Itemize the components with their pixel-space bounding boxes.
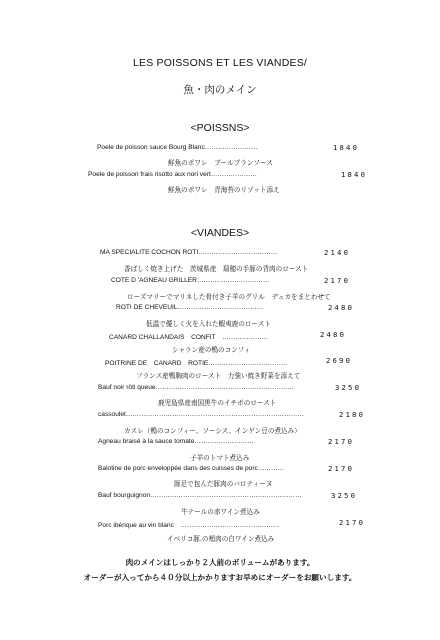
viande-item-jp: イベリコ豚.の頬肉の白ワイン煮込み <box>167 535 275 543</box>
viande-item-jp: 牛テールの赤ワイン煮込み <box>181 508 260 516</box>
viande-item-name: cassoulet……………………………………………………………………… <box>98 411 304 418</box>
viande-item-price: 2140 <box>324 248 351 257</box>
viande-item-price: 2170 <box>339 518 366 527</box>
poisson-item-name: Poele de poisson frais risotto aux nori vert………………… <box>88 171 257 178</box>
viande-item-name: CANARD CHALLANDAIS CONFIT ………………… <box>109 334 269 341</box>
viande-item-jp: シャラン産の鴨のコンフィ <box>172 346 251 354</box>
poisson-item-price: 1840 <box>341 170 368 179</box>
viande-item-jp: ローズマリーでマリネした骨付き子羊のグリル デュカをまとわせて <box>127 293 331 301</box>
viande-item-name: Bauf bourguignon…………………………………………………………… <box>98 492 302 499</box>
viande-item-jp: 低温で優しく火を入れた蝦夷鹿のロースト <box>146 320 271 328</box>
viande-item-name: POITRINE DE CANARD ROTIE……………………………… <box>105 360 288 367</box>
viande-item-price: 2170 <box>328 437 355 446</box>
viande-item-name: MA SPECIALITE COCHON ROTI……………………………… <box>100 249 278 256</box>
viande-item-name: Porc ibérique au vin blanc ……………………………………… <box>98 522 280 529</box>
viande-item-jp: 子羊のトマト煮込み <box>190 454 250 462</box>
viande-item-price: 2480 <box>320 330 347 339</box>
viande-item-price: 2480 <box>328 303 355 312</box>
viande-item-jp: 豚足で包んだ豚肉のバロティーヌ <box>174 480 273 488</box>
viande-item-jp: 香ばしく焼き上げた 茨城県産 瑞穂の手豚の背肉のロースト <box>124 265 309 273</box>
viande-item-name: Balotine de porc enveloppée dans des cuisses de porc………… <box>98 465 285 472</box>
viandes-heading: <VIANDES> <box>190 227 250 239</box>
viande-item-price: 2170 <box>328 464 355 473</box>
page-subtitle: 魚・肉のメイン <box>183 84 257 96</box>
viande-item-price: 3250 <box>331 491 358 500</box>
poisson-item-name: Poele de poisson sauce Bourg Blanc…………………… <box>97 144 258 151</box>
viande-item-price: 2180 <box>339 410 366 419</box>
viande-item-name: COTE D 'AGNEAU GRILLER…………………………… <box>111 277 270 284</box>
viande-item-jp: フランス産鴨胸肉のロースト 力強い焼き野菜を添えて <box>136 372 301 380</box>
viande-item-price: 2170 <box>324 276 351 285</box>
footer-note-order: オーダーが入ってから４０分以上かかりますお早めにオーダーをお願いします。 <box>83 573 357 582</box>
viande-item-price: 2690 <box>326 356 353 365</box>
viande-item-name: ROTI DE CHEVEUIL………………………………… <box>116 304 264 311</box>
poisson-item-price: 1840 <box>333 143 360 152</box>
poissons-heading: <POISSNS> <box>190 122 250 134</box>
viande-item-jp: カスレ（鴨のコンフィー、ソーシス、インゲン豆の煮込み） <box>124 427 301 435</box>
poisson-item-jp: 鮮魚のポワレ 青海苔のリゾット添え <box>168 186 280 194</box>
footer-note-volume: 肉のメインはしっかり２人前のボリュームがあります。 <box>125 558 315 567</box>
viande-item-name: Bauf noir rôti queue……………………………………………………… <box>98 384 295 391</box>
page-title: LES POISSONS ET LES VIANDES/ <box>132 57 308 69</box>
viande-item-jp: 鹿児島県産南国黒牛のイチボのロースト <box>158 399 277 407</box>
viande-item-price: 3250 <box>335 383 362 392</box>
poisson-item-jp: 鮮魚のポワレ ブールブランソース <box>168 159 273 167</box>
viande-item-name: Agneau braisé à la sauce tomate……………………… <box>98 438 254 445</box>
